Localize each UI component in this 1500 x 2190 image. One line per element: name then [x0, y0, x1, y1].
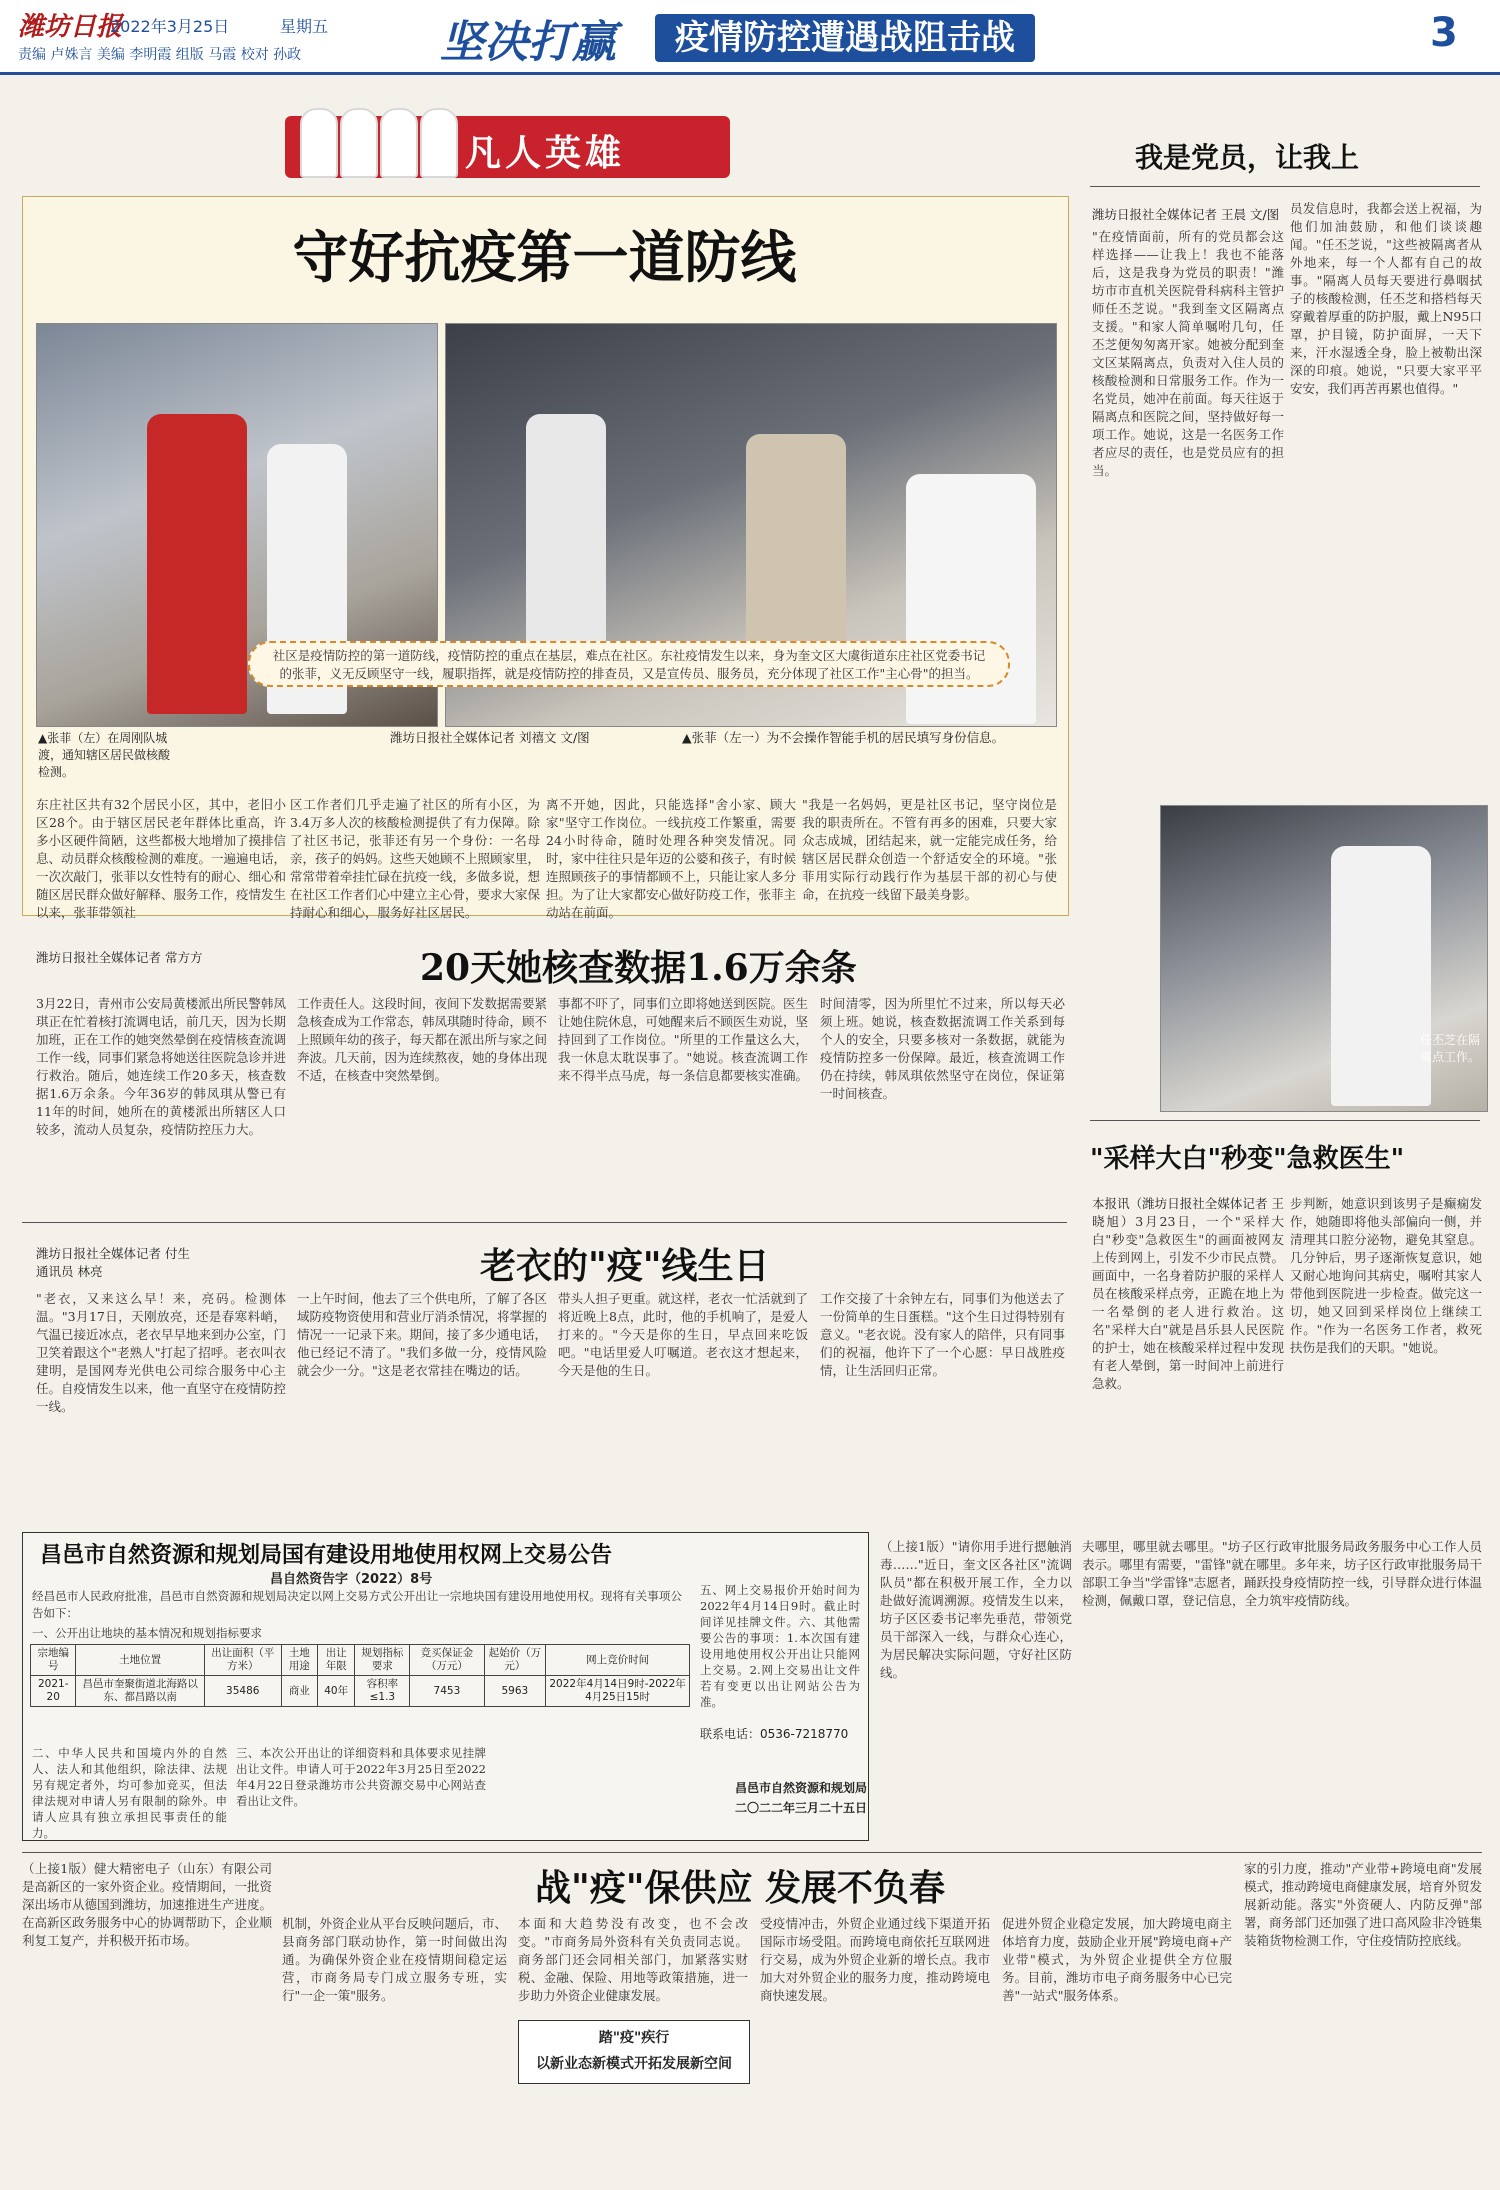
table-header-cell: 出让面积（平方米） — [204, 1645, 281, 1676]
right-story-col1: "在疫情面前，所有的党员都会这样选择——让我上！我也不能落后，这是我身为党员的职责！"潍坊市市直机关医院骨科病科主管护师任丕芝说。"我到奎文区隔离点支援。"和家人简单嘱咐几句，任丕芝便匆匆离开家。她被分配到奎文区某隔离点，负责对入住人员的核酸检测和日常服务工作。作为一名党员，她冲在前面。每天往返于隔离点和医院之间，坚持做好每一项工作。她说，这是一名医务工作者应尽的责任，也是党员应有的担当。 — [1092, 229, 1284, 478]
table-header-cell: 宗地编号 — [31, 1645, 76, 1676]
right-story-title: 我是党员，让我上 — [1135, 141, 1360, 174]
table-header-cell: 土地位置 — [76, 1645, 204, 1676]
feature-byline: 潍坊日报社全媒体记者 刘禧文 文/图 — [390, 730, 590, 745]
feature-lead-banner: 社区是疫情防控的第一道防线，疫情防控的重点在基层，难点在社区。东社疫情发生以来，身为奎文区大虞街道东庄社区党委书记的张菲，义无反顾坚守一线，履职指挥，就是疫情防控的排查员，又是宣传员、服务员，充分体现了社区工作"主心骨"的担当。 — [248, 641, 1010, 687]
feature-body-col2: 区工作者们几乎走遍了社区的所有小区，为3.4万多人次的核酸检测提供了有力保障。除了社区书记，张菲还有另一个身份：一名母亲，孩子的妈妈。这些天她顾不上照顾家里，常常带着牵挂忙碌在抗疫一线，多做多说，想在社区工作者们心中建立主心骨，要求大家保持耐心和细心，服务好社区居民。 — [290, 797, 541, 920]
story4-byline: 本报讯（潍坊日报社全媒体记者 王晓旭） — [1092, 1196, 1284, 1229]
story6-col3: 本面和大趋势没有改变，也不会改变。"市商务局外资科有关负责同志说。商务部门还会同相关部门，加紧落实财税、金融、保险、用地等政策措施，进一步助力外资企业健康发展。 — [518, 1916, 748, 2003]
right-story-col2: 员发信息时，我都会送上祝福，为他们加油鼓励，和他们谈谈趣闻。"任丕芝说，"这些被隔离者从外地来，每一个人都有自己的故事。"隔离人员每天要进行鼻咽拭子的核酸检测，任丕芝和搭档每天穿戴着厚重的防护服，戴上N95口罩，护目镜，防护面屏，一天下来，汗水湿透全身，脸上被勒出深深的印痕。她说，"只要大家平平安安，我们再苦再累也值得。" — [1290, 201, 1482, 396]
table-header-cell: 起始价（万元） — [484, 1645, 546, 1676]
divider — [22, 1222, 1067, 1223]
announcement-section1: 一、公开出让地块的基本情况和规划指标要求 — [32, 1626, 262, 1640]
story4-body-a: 3月23日，一个"采样大白"秒变"急救医生"的画面被网友上传到网上，引发不少市民点赞。画面中，一名身着防护服的采样人员在核酸采样点旁，正跪在地上为一名晕倒的老人进行救治。这名"采样大白"就是昌乐县人民医院的护士，她在核酸采样过程中发现有老人晕倒，第一时间冲上前进行急救。 — [1092, 1214, 1284, 1391]
story4-col1 — [1092, 1195, 1284, 1510]
story5-col2: 夫哪里，哪里就去哪里。"坊子区行政审批服务局政务服务中心工作人员表示。哪里有需要，"雷锋"就在哪里。多年来，坊子区行政审批服务局干部职工争当"学雷锋"志愿者，踊跃投身疫情防控一线，引导群众进行体温检测，佩戴口罩，登记信息，全力筑牢疫情防线。 — [1082, 1539, 1482, 1608]
table-cell: 2021-20 — [31, 1676, 76, 1707]
table-cell: 2022年4月14日9时-2022年4月25日15时 — [546, 1676, 690, 1707]
story6-subtitle: 以新业态新模式开拓发展新空间 — [536, 2056, 732, 2072]
story5-col1: （上接1版）"请你用手进行摁触消毒……"近日，奎文区各社区"流调队员"都在积极开展工作，全力以赴做好流调溯源。疫情发生以来，坊子区区委书记率先垂范，带领党员干部深入一线，与群众心连心，为居民解决实际问题，守好社区防线。 — [880, 1539, 1072, 1680]
announcement-date: 二〇二二年三月二十五日 — [735, 1801, 868, 1815]
announcement-subtitle: 昌自然资告字（2022）8号 — [270, 1572, 433, 1587]
resident-figure — [746, 434, 846, 654]
medical-worker-figure — [526, 414, 606, 644]
announcement-section3: 三、本次公开出让的详细资料和具体要求见挂牌出让文件。申请人可于2022年3月25日至2022年4月22日登录潍坊市公共资源交易中心网站查看出让文件。 — [236, 1746, 486, 1808]
table-cell: 35486 — [204, 1676, 281, 1707]
story2-col1: 3月22日，青州市公安局黄楼派出所民警韩凤琪正在忙着核打流调电话，前几天，因为长期加班，正在工作的她突然晕倒在疫情核查流调工作一线，同事们紧急将她送往医院急诊并进行救治。随后，她连续工作20多天，核查数据1.6万余条。今年36岁的韩凤琪从警已有11年的时间，她所在的黄楼派出所辖区人口较多，流动人员复杂，疫情防控压力大。 — [36, 996, 287, 1137]
story6-sub-box — [518, 2020, 750, 2084]
land-parcel-table — [30, 1644, 690, 1707]
divider — [22, 1852, 1482, 1853]
editorial-staff: 责编 卢姝言 美编 李明霞 组版 马霞 校对 孙政 — [18, 47, 302, 63]
table-header-cell: 土地用途 — [281, 1645, 317, 1676]
story4-title: "采样大白"秒变"急救医生" — [1090, 1144, 1405, 1174]
person-figure — [147, 414, 247, 714]
story3-col3: 带头人担子更重。就这样，老衣一忙活就到了将近晚上8点，此时，他的手机响了，是爱人打来的。"今天是你的生日，早点回来吃饭吧。"电话里爱人叮嘱道。老衣这才想起来，今天是他的生日。 — [558, 1291, 809, 1378]
announcement-issuer: 昌邑市自然资源和规划局 — [735, 1781, 868, 1795]
story2-col4: 时间清零，因为所里忙不过来，所以每天必须上班。她说，核查数据流调工作关系到每个人的安全，只要多核对一条数据，就能为疫情防控多一份保障。最近，核查流调工作仍在持续，韩凤琪依然坚守在岗位，保证第一时间核查。 — [820, 996, 1065, 1101]
table-header-cell: 竞买保证金（万元） — [410, 1645, 484, 1676]
table-cell: 昌邑市奎聚街道北海路以东、都昌路以南 — [76, 1676, 204, 1707]
divider — [1090, 186, 1480, 187]
divider — [1090, 1120, 1480, 1121]
announcement-intro: 经昌邑市人民政府批准，昌邑市自然资源和规划局决定以网上交易方式公开出让一宗地块国有建设用地使用权。现将有关事项公告如下： — [32, 1589, 682, 1620]
issue-weekday: 星期五 — [280, 17, 329, 36]
story6-col4: 受疫情冲击，外贸企业通过线下渠道开拓国际市场受阻。而跨境电商依托互联网进行交易，成为外贸企业新的增长点。我市加大对外贸企业的服务力度，推动跨境电商快速发展。 — [760, 1916, 990, 2003]
feature-photo-1-caption: ▲张菲（左）在周刚队城渡，通知辖区居民做核酸检测。 — [38, 731, 171, 779]
story6-col1: （上接1版）健大精密电子（山东）有限公司是高新区的一家外资企业。疫情期间，一批资深出场市从德国到潍坊，加速推进生产进度。在高新区政务服务中心的协调帮助下，企业顺利复工复产，并积极开拓市场。 — [22, 1861, 273, 1948]
story3-col1: "老衣，又来这么早！来，亮码。检测体温。"3月17日，天刚放亮，还是春寒料峭，气温已接近冰点，老衣早早地来到办公室，门卫笑着跟这个"老熟人"打起了招呼。老衣叫衣建明，是国网寿光供电公司综合服务中心主任。自疫情发生以来，他一直坚守在疫情防控一线。 — [36, 1291, 287, 1414]
section-badge: 凡人英雄 — [465, 133, 626, 174]
story2-title: 20天她核查数据1.6万余条 — [420, 947, 857, 989]
table-header-cell: 网上竞价时间 — [546, 1645, 690, 1676]
announcement-section2: 二、中华人民共和国境内外的自然人、法人和其他组织，除法律、法规另有规定者外，均可参加竞买，但法律法规对申请人另有限制的除外。申请人应具有独立承担民事责任的能力。 — [32, 1746, 227, 1840]
medical-worker-icon — [380, 108, 418, 178]
slogan-sub: 疫情防控遭遇战阻击战 — [655, 14, 1035, 62]
table-cell: 商业 — [281, 1676, 317, 1707]
story2-col2: 工作责任人。这段时间，夜间下发数据需要紧急核查成为工作常态，韩凤琪随时待命，顾不上照顾年幼的孩子，每天都在派出所与家之间奔波。几天前，因为连续熬夜，她的身体出现不适，在核查中突然晕倒。 — [297, 996, 548, 1083]
story4-col2: 步判断，她意识到该男子是癫痫发作，她随即将他头部偏向一侧，并清理其口腔分泌物，避免其窒息。几分钟后，男子逐渐恢复意识，她又耐心地询问其病史，嘱咐其家人带他到医院进一步检查。做完这一切，她又回到采样岗位上继续工作。"作为一名医务工作者，救死扶伤是我们的天职。"她说。 — [1290, 1196, 1482, 1355]
story3-byline: 潍坊日报社全媒体记者 付生 通讯员 林亮 — [36, 1246, 190, 1279]
issue-date: 2022年3月25日 — [110, 17, 230, 36]
newspaper-logo: 潍坊日报 — [18, 12, 123, 42]
feature-photo-2-caption: ▲张菲（左一）为不会操作智能手机的居民填写身份信息。 — [682, 730, 1005, 745]
table-cell: 容积率≤1.3 — [355, 1676, 410, 1707]
table-cell: 40年 — [317, 1676, 354, 1707]
announcement-title: 昌邑市自然资源和规划局国有建设用地使用权网上交易公告 — [40, 1543, 613, 1568]
feature-body-col3: 离不开她，因此，只能选择"舍小家、顾大家"坚守工作岗位。一线抗疫工作繁重，需要24小时待命，随时处理各种突发情况。同时，家中往往只是年迈的公婆和孩子，有时候连照顾孩子的事情都顾不上，只能让家人多分担。为了让大家都安心做好防疫工作，张菲主动站在前面。 — [546, 797, 797, 920]
medical-worker-icon — [340, 108, 378, 178]
feature-body-col4: "我是一名妈妈，更是社区书记，坚守岗位是我的职责所在。不管有再多的困难，只要大家众志成城，团结起来，就一定能完成任务，给辖区居民群众创造一个舒适安全的环境。"张菲用实际行动践行作为基层干部的初心与使命，在抗疫一线留下最美身影。 — [802, 797, 1057, 902]
story2-byline: 潍坊日报社全媒体记者 常方方 — [36, 950, 203, 965]
medical-worker-figure — [1331, 846, 1431, 1106]
story6-title: 战"疫"保供应 发展不负春 — [535, 1867, 946, 1909]
slogan-main: 坚决打赢 — [440, 17, 616, 68]
table-cell: 7453 — [410, 1676, 484, 1707]
announcement-section-right: 五、网上交易报价开始时间为2022年4月14日9时。截止时间详见挂牌文件。六、其他需要公告的事项：1.本次国有建设用地使用权公开出让只能网上交易。2.网上交易出让文件若有变更以出让网站公告为准。 — [700, 1583, 860, 1709]
story3-title: 老衣的"疫"线生日 — [480, 1245, 770, 1287]
story6-col5: 促进外贸企业稳定发展，加大跨境电商主体培育力度，鼓励企业开展"跨境电商+产业带"模式，为外贸企业提供全方位服务。目前，潍坊市电子商务服务中心已完善"一站式"服务体系。 — [1002, 1916, 1232, 2003]
right-story-byline: 潍坊日报社全媒体记者 王晨 文/图 — [1092, 207, 1280, 222]
table-row — [31, 1676, 690, 1707]
announcement-contact: 联系电话：0536-7218770 — [700, 1727, 849, 1741]
medical-worker-icon — [420, 108, 458, 178]
story3-col4: 工作交接了十余钟左右，同事们为他送去了一份简单的生日蛋糕。"这个生日过得特别有意义。"老衣说。没有家人的陪伴，只有同事们的祝福，他许下了一个心愿：早日战胜疫情，让生活回归正常。 — [820, 1291, 1065, 1378]
feature-body-col1: 东庄社区共有32个居民小区，其中，老旧小区28个。由于辖区居民老年群体比重高，许多小区硬件简陋，这些都极大地增加了摸排信息、动员群众核酸检测的难度。一遍遍电话，一次次敲门，张菲以女性特有的耐心、细心和随区居民群众做好解释、服务工作，疫情发生以来，张菲带领社 — [36, 797, 287, 920]
page-number: 3 — [1430, 10, 1458, 56]
story6-col2: 机制，外资企业从平台反映问题后，市、县商务部门联动协作，第一时间做出沟通。为确保外资企业在疫情期间稳定运营，市商务局专门成立服务专班，实行"一企一策"服务。 — [282, 1916, 508, 2003]
table-header-cell: 出让年限 — [317, 1645, 354, 1676]
right-story-photo-caption: 任丕芝在隔离点工作。 — [1420, 1033, 1481, 1064]
table-header-cell: 规划指标要求 — [355, 1645, 410, 1676]
story3-col2: 一上午时间，他去了三个供电所，了解了各区域防疫物资使用和营业厅消杀情况，将掌握的情况一一记录下来。期间，接了多少通电话，他已经记不清了。"我们多做一分，疫情风险就会少一分。"这是老衣常挂在嘴边的话。 — [297, 1291, 548, 1378]
table-cell: 5963 — [484, 1676, 546, 1707]
feature-title: 守好抗疫第一道防线 — [292, 225, 797, 291]
medical-worker-icon — [300, 108, 338, 178]
story6-kicker: 踏"疫"疾行 — [598, 2030, 670, 2046]
story6-col6: 家的引力度，推动"产业带+跨境电商"发展模式，推动跨境电商健康发展，培育外贸发展新动能。落实"外资硬人、内防反弹"部署，商务部门还加强了进口高风险非冷链集装箱货物检测工作，守住疫情防控底线。 — [1244, 1861, 1482, 1948]
story2-col3: 事都不吓了，同事们立即将她送到医院。医生让她住院休息，可她醒来后不顾医生劝说，坚持回到了工作岗位。"所里的工作量这么大，我一休息太耽误事了。"她说。核查流调工作来不得半点马虎，每一条信息都要核实准确。 — [558, 996, 809, 1083]
table-header-row — [31, 1645, 690, 1676]
